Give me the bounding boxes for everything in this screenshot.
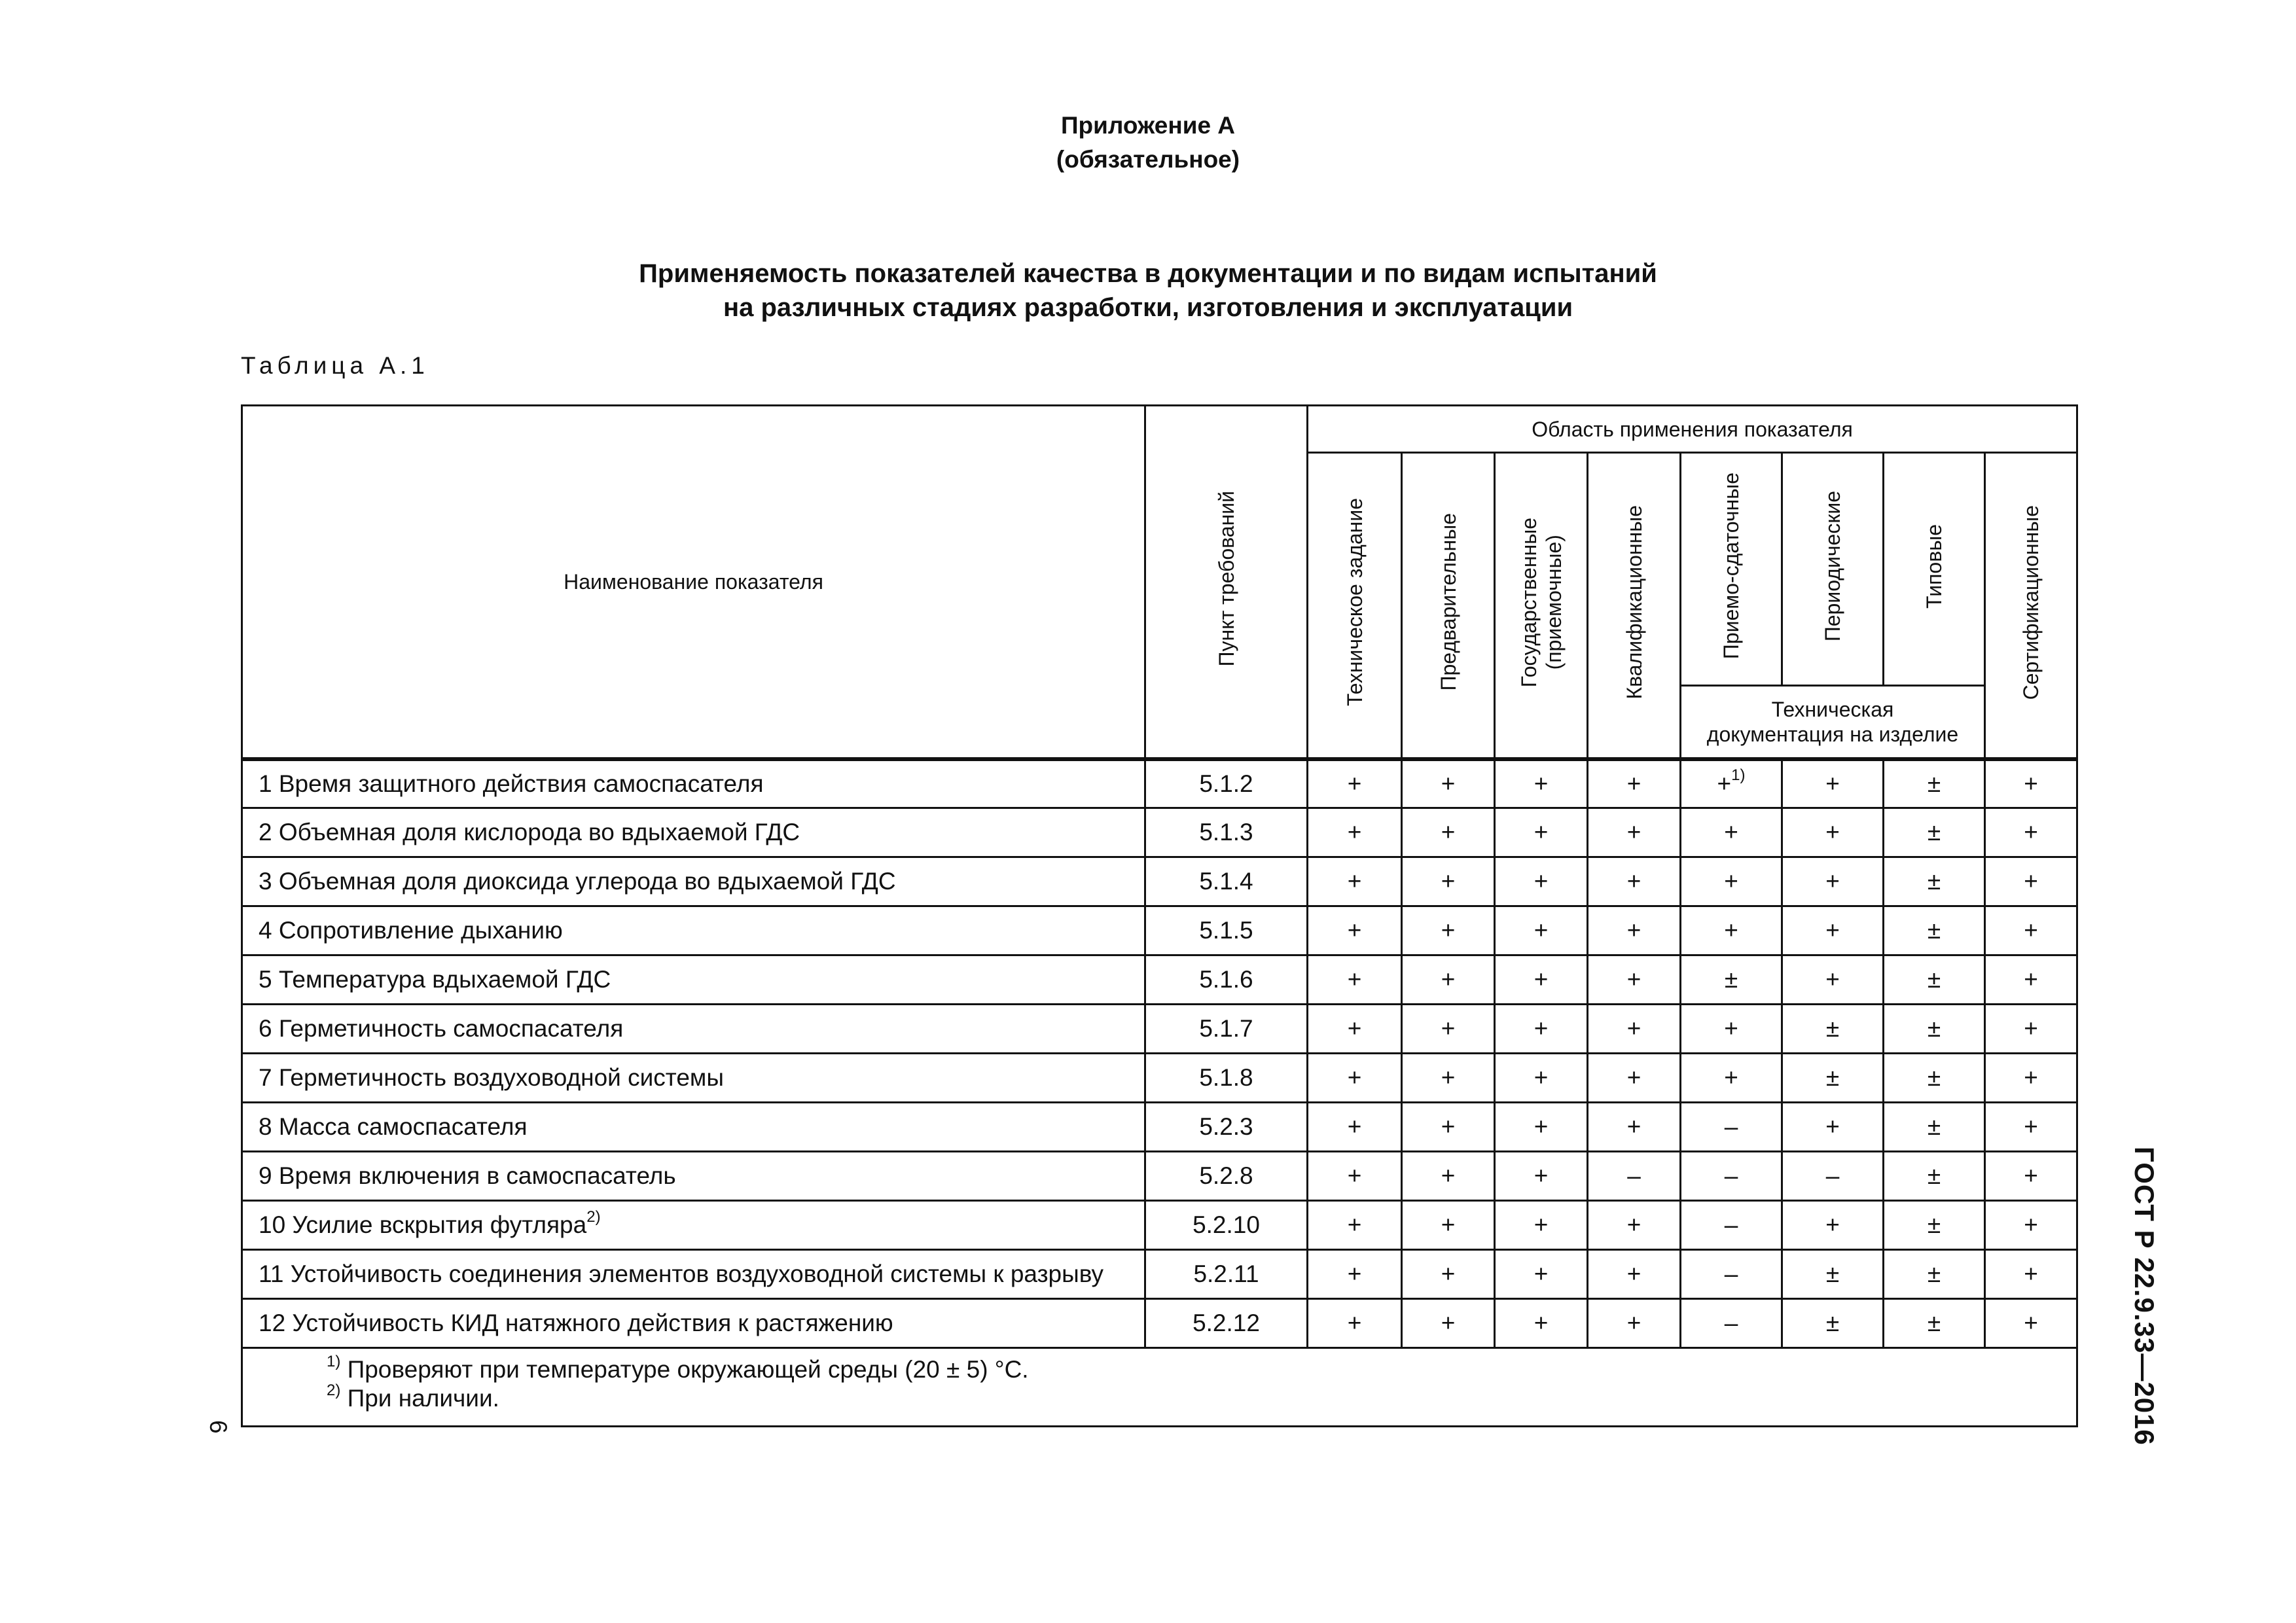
indicator-name: 3 Объемная доля диоксида углерода во вдыхаемой ГДС (242, 857, 1145, 906)
applicability-mark: + (1402, 1103, 1495, 1152)
table-footnotes (242, 1348, 2077, 1427)
applicability-mark: + (1588, 1005, 1681, 1054)
applicability-mark: ± (1884, 955, 1985, 1005)
indicator-name: 5 Температура вдыхаемой ГДС (242, 955, 1145, 1005)
applicability-mark: + (1495, 906, 1588, 955)
header-col-acceptance (1681, 453, 1782, 686)
applicability-mark: + (1495, 1103, 1588, 1152)
clause-ref: 5.1.5 (1145, 906, 1308, 955)
applicability-mark: + (1495, 808, 1588, 857)
document-title (0, 257, 2296, 325)
applicability-mark: ± (1782, 1299, 1884, 1348)
applicability-mark: + (1588, 857, 1681, 906)
applicability-mark: + (1402, 906, 1495, 955)
header-col-type (1884, 453, 1985, 686)
applicability-mark: ± (1884, 1005, 1985, 1054)
applicability-mark: + (1308, 1005, 1402, 1054)
footnote-2: $^{2)}$ При наличии. (327, 1381, 499, 1412)
applicability-mark: ± (1884, 759, 1985, 808)
applicability-table (241, 404, 2078, 1427)
footnote-1: $^{1)}$ Проверяют при температуре окружающей среды (20 ± 5) °С. (327, 1352, 1029, 1383)
applicability-mark: + (1402, 1152, 1495, 1201)
applicability-mark: + (1985, 1250, 2077, 1299)
document-title-line-1: Применяемость показателей качества в документации и по видам испытаний (639, 259, 1657, 288)
table-row (242, 759, 2077, 808)
applicability-mark: + (1402, 1250, 1495, 1299)
header-col-periodic (1782, 453, 1884, 686)
header-col-state-label: Государственные (приемочные) (1516, 517, 1566, 687)
applicability-mark: + (1782, 955, 1884, 1005)
table-row (242, 1152, 2077, 1201)
clause-ref: 5.2.3 (1145, 1103, 1308, 1152)
clause-ref: 5.2.11 (1145, 1250, 1308, 1299)
applicability-mark: + (1782, 808, 1884, 857)
applicability-mark: + (1495, 1005, 1588, 1054)
applicability-mark: + (1402, 857, 1495, 906)
table-body (242, 759, 2077, 1348)
document-code-text: ГОСТ Р 22.9.33—2016 (2129, 1146, 2160, 1446)
clause-ref: 5.1.7 (1145, 1005, 1308, 1054)
applicability-mark: + (1495, 1201, 1588, 1250)
applicability-mark: ± (1884, 906, 1985, 955)
applicability-mark: + (1681, 906, 1782, 955)
clause-ref: 5.1.6 (1145, 955, 1308, 1005)
document-code (2111, 1146, 2177, 1446)
applicability-mark: ± (1782, 1005, 1884, 1054)
indicator-name: 7 Герметичность воздуховодной системы (242, 1054, 1145, 1103)
applicability-mark: ± (1884, 1103, 1985, 1152)
applicability-mark: + (1681, 857, 1782, 906)
indicator-name: 4 Сопротивление дыханию (242, 906, 1145, 955)
applicability-mark: – (1588, 1152, 1681, 1201)
indicator-name: 1 Время защитного действия самоспасателя (242, 759, 1145, 808)
applicability-mark: +$^{1)}$ (1681, 759, 1782, 808)
applicability-mark: + (1495, 857, 1588, 906)
applicability-mark: + (1782, 759, 1884, 808)
header-col-qualification (1588, 453, 1681, 759)
applicability-mark: + (1588, 759, 1681, 808)
table-row (242, 857, 2077, 906)
applicability-mark: + (1985, 1054, 2077, 1103)
annex-status: (обязательное) (1056, 146, 1240, 173)
header-col-certification-label: Сертификационные (2019, 505, 2043, 700)
applicability-mark: + (1402, 955, 1495, 1005)
applicability-mark: + (1588, 955, 1681, 1005)
applicability-mark: + (1308, 759, 1402, 808)
header-clause (1145, 406, 1308, 759)
header-col-qualification-label: Квалификационные (1622, 505, 1646, 700)
applicability-mark: ± (1884, 1054, 1985, 1103)
header-tech-doc-group: Техническая документация на изделие (1681, 686, 1985, 759)
applicability-mark: + (1495, 1054, 1588, 1103)
applicability-mark: + (1308, 1152, 1402, 1201)
table-row (242, 1103, 2077, 1152)
header-col-type-label: Типовые (1922, 524, 1946, 609)
applicability-mark: – (1681, 1299, 1782, 1348)
header-clause-label: Пункт требований (1214, 491, 1238, 667)
applicability-mark: + (1402, 1299, 1495, 1348)
applicability-mark: – (1681, 1201, 1782, 1250)
table-row (242, 1054, 2077, 1103)
applicability-mark: – (1681, 1103, 1782, 1152)
applicability-mark: ± (1884, 1152, 1985, 1201)
applicability-mark: + (1308, 1103, 1402, 1152)
clause-ref: 5.1.2 (1145, 759, 1308, 808)
applicability-mark: + (1985, 1201, 2077, 1250)
annex-title: Приложение А (1060, 112, 1236, 139)
applicability-mark: + (1402, 808, 1495, 857)
clause-ref: 5.2.10 (1145, 1201, 1308, 1250)
applicability-mark: + (1588, 1103, 1681, 1152)
applicability-mark: + (1681, 1054, 1782, 1103)
applicability-mark: ± (1884, 1201, 1985, 1250)
header-col-acceptance-label: Приемо-сдаточные (1719, 473, 1743, 660)
page-number-text: 6 (205, 1419, 232, 1434)
applicability-mark: + (1588, 1250, 1681, 1299)
applicability-mark: + (1782, 857, 1884, 906)
applicability-mark: + (1495, 1299, 1588, 1348)
indicator-name: 8 Масса самоспасателя (242, 1103, 1145, 1152)
applicability-mark: + (1985, 906, 2077, 955)
applicability-mark: + (1588, 808, 1681, 857)
page-number (202, 1407, 234, 1446)
applicability-mark: + (1495, 759, 1588, 808)
applicability-mark: + (1681, 1005, 1782, 1054)
applicability-mark: ± (1884, 808, 1985, 857)
applicability-mark: + (1308, 906, 1402, 955)
applicability-mark: + (1588, 1054, 1681, 1103)
table-row (242, 808, 2077, 857)
header-col-state (1495, 453, 1588, 759)
table-label: Таблица А.1 (241, 352, 429, 379)
applicability-mark: + (1782, 906, 1884, 955)
table-row (242, 1201, 2077, 1250)
clause-ref: 5.1.4 (1145, 857, 1308, 906)
applicability-mark: ± (1884, 1299, 1985, 1348)
applicability-mark: + (1308, 808, 1402, 857)
indicator-name: 10 Усилие вскрытия футляра$^{2)}$ (242, 1201, 1145, 1250)
clause-ref: 5.2.12 (1145, 1299, 1308, 1348)
applicability-mark: + (1495, 1250, 1588, 1299)
applicability-mark: + (1402, 1054, 1495, 1103)
applicability-mark: + (1308, 955, 1402, 1005)
header-col-preliminary-label: Предварительные (1436, 513, 1460, 691)
applicability-mark: + (1985, 759, 2077, 808)
applicability-mark: + (1402, 759, 1495, 808)
applicability-mark: + (1495, 1152, 1588, 1201)
applicability-mark: ± (1782, 1250, 1884, 1299)
applicability-mark: + (1985, 1152, 2077, 1201)
applicability-mark: + (1588, 1201, 1681, 1250)
annex-heading (0, 109, 2296, 177)
header-col-preliminary (1402, 453, 1495, 759)
indicator-name: 2 Объемная доля кислорода во вдыхаемой ГДС (242, 808, 1145, 857)
applicability-mark: + (1985, 1005, 2077, 1054)
indicator-name: 12 Устойчивость КИД натяжного действия к растяжению (242, 1299, 1145, 1348)
table-row (242, 1250, 2077, 1299)
clause-ref: 5.1.3 (1145, 808, 1308, 857)
header-indicator-name: Наименование показателя (242, 406, 1145, 759)
header-col-tech-task-label: Техническое задание (1342, 498, 1367, 707)
header-col-periodic-label: Периодические (1821, 490, 1844, 642)
header-col-tech-task (1308, 453, 1402, 759)
applicability-mark: + (1985, 857, 2077, 906)
applicability-mark: – (1782, 1152, 1884, 1201)
clause-ref: 5.2.8 (1145, 1152, 1308, 1201)
applicability-mark: – (1681, 1152, 1782, 1201)
header-scope-group: Область применения показателя (1308, 406, 2077, 453)
applicability-mark: + (1495, 955, 1588, 1005)
applicability-mark: ± (1884, 857, 1985, 906)
applicability-mark: ± (1681, 955, 1782, 1005)
applicability-mark: + (1308, 1250, 1402, 1299)
applicability-mark: + (1402, 1201, 1495, 1250)
applicability-mark: – (1681, 1250, 1782, 1299)
applicability-mark: + (1308, 1201, 1402, 1250)
header-col-certification (1985, 453, 2077, 759)
applicability-mark: + (1985, 955, 2077, 1005)
clause-ref: 5.1.8 (1145, 1054, 1308, 1103)
applicability-mark: ± (1884, 1250, 1985, 1299)
applicability-mark: + (1782, 1201, 1884, 1250)
applicability-mark: + (1782, 1103, 1884, 1152)
applicability-mark: + (1308, 1054, 1402, 1103)
applicability-mark: + (1985, 1299, 2077, 1348)
applicability-mark: + (1985, 808, 2077, 857)
indicator-name: 11 Устойчивость соединения элементов воздуховодной системы к разрыву (242, 1250, 1145, 1299)
applicability-mark: + (1681, 808, 1782, 857)
applicability-mark: + (1308, 1299, 1402, 1348)
applicability-mark: + (1588, 1299, 1681, 1348)
applicability-mark: + (1402, 1005, 1495, 1054)
applicability-mark: + (1588, 906, 1681, 955)
table-row (242, 906, 2077, 955)
table-row (242, 955, 2077, 1005)
table-row (242, 1299, 2077, 1348)
applicability-mark: ± (1782, 1054, 1884, 1103)
applicability-mark: + (1308, 857, 1402, 906)
indicator-name: 9 Время включения в самоспасатель (242, 1152, 1145, 1201)
applicability-mark: + (1985, 1103, 2077, 1152)
indicator-name: 6 Герметичность самоспасателя (242, 1005, 1145, 1054)
table-row (242, 1005, 2077, 1054)
document-title-line-2: на различных стадиях разработки, изготовления и эксплуатации (723, 293, 1573, 322)
